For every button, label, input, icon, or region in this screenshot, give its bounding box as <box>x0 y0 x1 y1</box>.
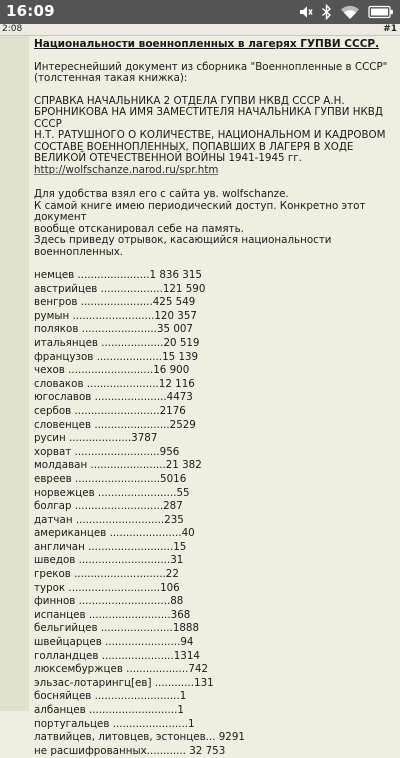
list-item: словаков ......................12 116 <box>34 377 195 390</box>
bluetooth-icon <box>321 4 332 20</box>
status-bar <box>0 0 400 24</box>
list-item: финнов ............................88 <box>34 595 184 608</box>
list-item: норвежцев ........................55 <box>34 486 190 499</box>
list-item: сербов ..........................2176 <box>34 404 186 417</box>
list-item: венгров ......................425 549 <box>34 296 196 309</box>
post-title: Национальности военнопленных в лагерях ГУПВИ СССР. <box>34 38 380 50</box>
post-intro <box>34 62 394 85</box>
post-body <box>0 36 400 757</box>
list-item: чехов ..........................16 900 <box>34 364 190 377</box>
list-item: албанцев ...........................1 <box>34 704 184 716</box>
list-item: турок ............................106 <box>34 581 180 594</box>
source-link[interactable]: http://wolfschanze.narod.ru/spr.htm <box>34 163 219 176</box>
list-item: евреев ..........................5016 <box>34 472 187 485</box>
intro-line: Интереснейший документ из сборника "Военнопленные в СССР" <box>34 60 388 73</box>
document-headline <box>34 96 394 165</box>
post-time: 2:08 <box>2 24 23 34</box>
nationality-list <box>34 269 394 758</box>
post-content <box>34 39 394 758</box>
list-item: испанцев .........................368 <box>34 608 191 621</box>
headline-line: СОСТАВЕ ВОЕННОПЛЕННЫХ, ПОПАВШИХ В ЛАГЕРЯ В ХОДЕ <box>34 140 354 153</box>
list-item: немцев ......................1 836 315 <box>34 269 202 281</box>
list-item: босняйцев ..........................1 <box>34 690 187 703</box>
list-item: шведов ............................31 <box>34 554 184 567</box>
list-item: румын .........................120 357 <box>34 309 197 322</box>
note-line: К самой книге имею периодический доступ. Конкретно этот документ <box>34 199 366 223</box>
list-item: бельгийцев ......................1888 <box>34 622 200 635</box>
status-time: 16:09 <box>6 2 55 20</box>
list-item: итальянцев ...................20 519 <box>34 336 200 349</box>
post-header <box>0 24 400 36</box>
headline-line: БРОННИКОВА НА ИМЯ ЗАМЕСТИТЕЛЯ НАЧАЛЬНИКА ГУПВИ НКВД СССР <box>34 106 383 130</box>
list-item: швейцарцев .......................94 <box>34 636 194 649</box>
list-item: греков ............................22 <box>34 568 179 581</box>
list-item: латвийцев, литовцев, эстонцев... 9291 <box>34 731 245 744</box>
list-item: голландцев ......................1314 <box>34 649 200 662</box>
post-number[interactable]: #1 <box>383 24 397 34</box>
note-line: вообще отсканировал себе на память. <box>34 222 244 235</box>
list-item: молдаван .......................21 382 <box>34 459 202 472</box>
list-item: американцев ......................40 <box>34 527 195 540</box>
list-item: англичан ..........................15 <box>34 540 187 553</box>
list-item: португальцев .......................1 <box>34 717 195 730</box>
list-item: не расшифрованных............ 32 753 <box>34 744 226 757</box>
list-item: русин ...................3787 <box>34 432 158 445</box>
headline-line: СПРАВКА НАЧАЛЬНИКА 2 ОТДЕЛА ГУПВИ НКВД СССР А.Н. <box>34 94 345 107</box>
list-item: югославов ......................4473 <box>34 391 193 404</box>
list-item: датчан ...........................235 <box>34 513 184 526</box>
list-item: поляков .......................35 007 <box>34 323 193 336</box>
wifi-icon <box>340 4 360 20</box>
post-left-gutter <box>0 36 29 711</box>
list-item: австрийцев ...................121 590 <box>34 282 206 295</box>
list-item: болгар ...........................287 <box>34 500 183 513</box>
post-lead: Здесь приведу отрывок, касающийся национальности военнопленных. <box>34 234 332 258</box>
headline-line: Н.Т. РАТУШНОГО О КОЛИЧЕСТВЕ, НАЦИОНАЛЬНОМ И КАДРОВОМ <box>34 129 386 141</box>
list-item: хорват ..........................956 <box>34 445 180 458</box>
status-icons <box>297 3 394 21</box>
post-note <box>34 189 394 235</box>
headline-line: ВЕЛИКОЙ ОТЕЧЕСТВЕННОЙ ВОЙНЫ 1941-1945 гг. <box>34 152 302 164</box>
list-item: словенцев .......................2529 <box>34 418 196 431</box>
mute-icon <box>297 4 313 20</box>
list-item: французов ....................15 139 <box>34 350 199 363</box>
list-item: люксембуржцев ...................742 <box>34 663 209 676</box>
battery-icon <box>368 5 394 19</box>
note-line: Для удобства взял его с сайта ув. wolfschanze. <box>34 188 289 200</box>
intro-line: (толстенная такая книжка): <box>34 72 188 84</box>
list-item: эльзас-лотарингц[ев] ............131 <box>34 676 214 689</box>
